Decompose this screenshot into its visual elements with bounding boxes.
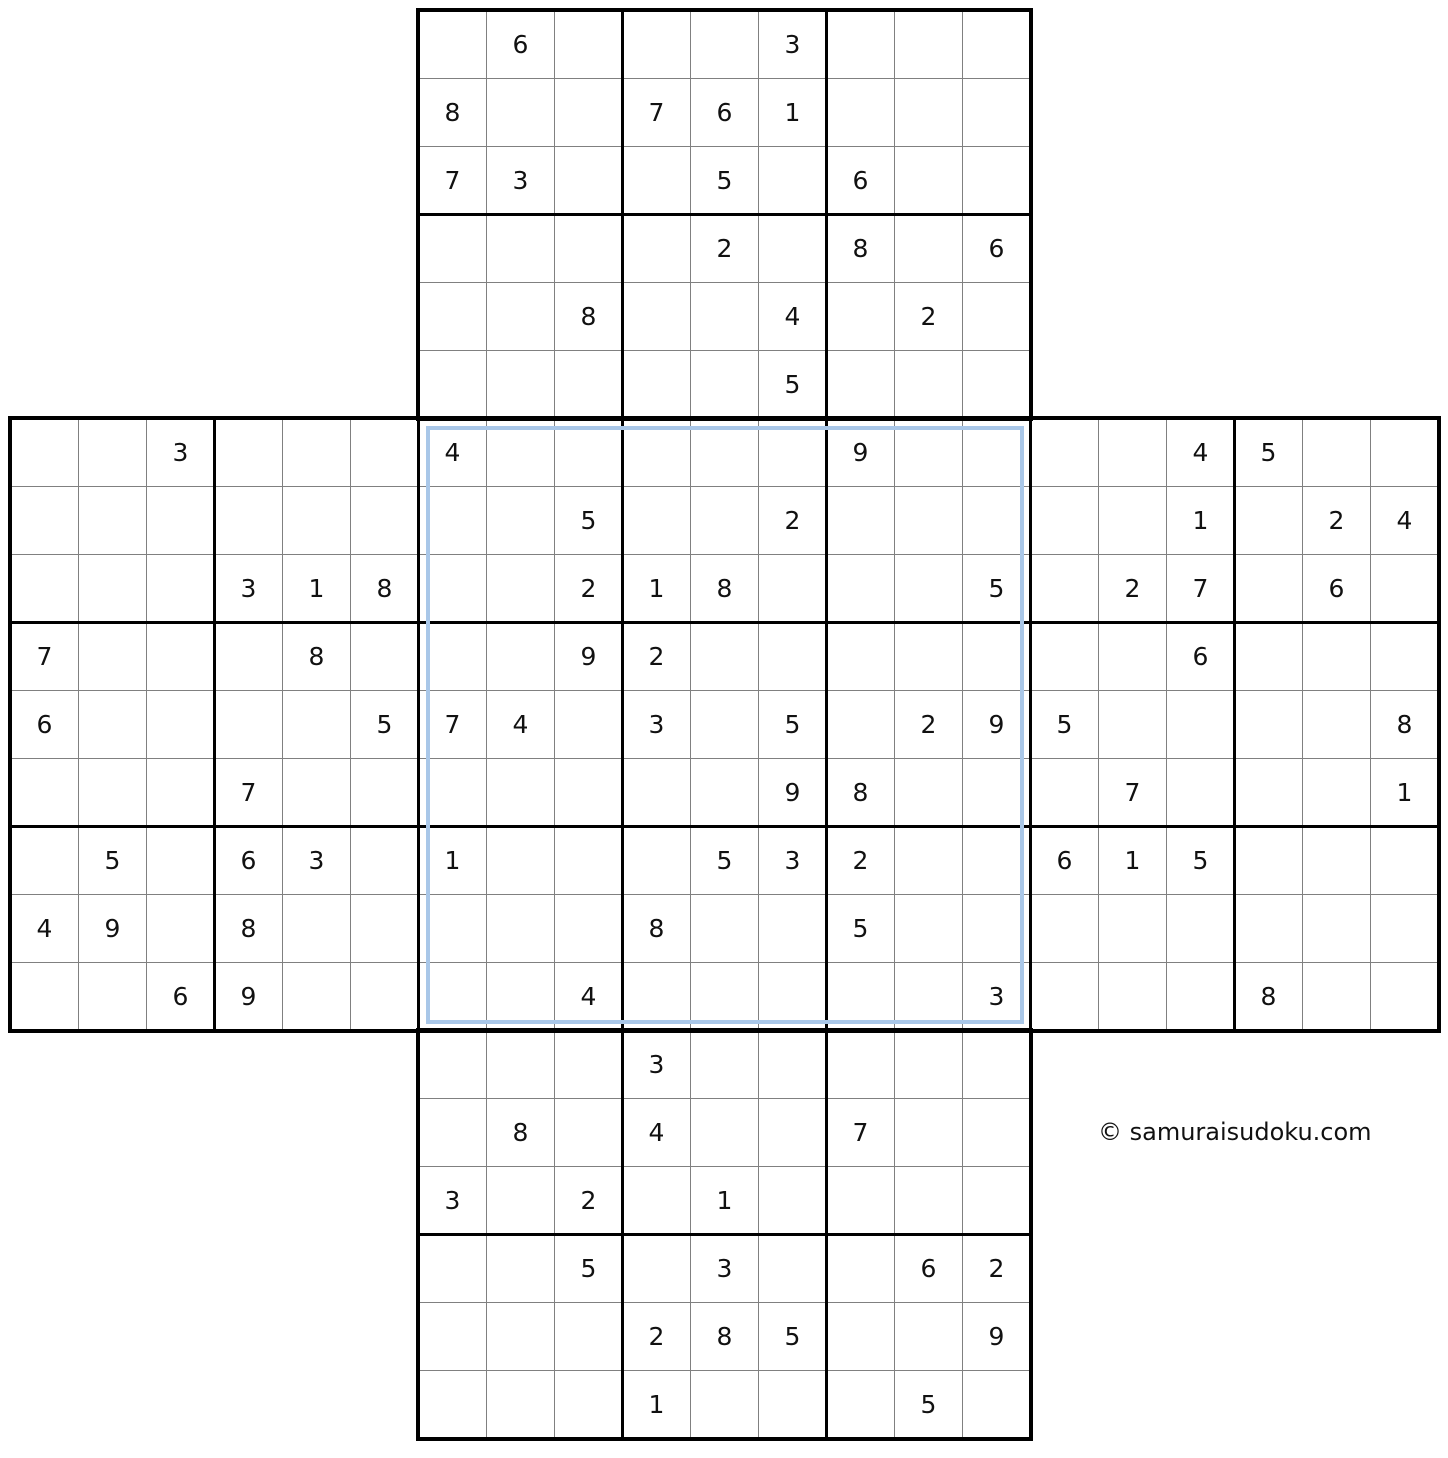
given-cell: 9: [826, 418, 895, 487]
given-cell: 1: [622, 1370, 691, 1439]
empty-cell[interactable]: [1030, 894, 1099, 963]
given-cell: 3: [690, 1234, 759, 1303]
empty-cell[interactable]: [690, 622, 759, 691]
empty-cell[interactable]: [350, 826, 419, 895]
given-cell: 8: [214, 894, 283, 963]
given-cell: 1: [690, 1166, 759, 1235]
empty-cell[interactable]: [622, 214, 691, 283]
empty-cell[interactable]: [758, 894, 827, 963]
empty-cell[interactable]: [622, 350, 691, 419]
empty-cell[interactable]: [826, 1234, 895, 1303]
empty-cell[interactable]: [826, 1370, 895, 1439]
empty-cell[interactable]: [418, 758, 487, 827]
empty-cell[interactable]: [146, 894, 215, 963]
empty-cell[interactable]: [1234, 486, 1303, 555]
empty-cell[interactable]: [418, 622, 487, 691]
empty-cell[interactable]: [554, 214, 623, 283]
empty-cell[interactable]: [78, 758, 147, 827]
empty-cell[interactable]: [962, 894, 1031, 963]
empty-cell[interactable]: [418, 554, 487, 623]
empty-cell[interactable]: [962, 78, 1031, 147]
empty-cell[interactable]: [554, 894, 623, 963]
empty-cell[interactable]: [146, 690, 215, 759]
empty-cell[interactable]: [962, 486, 1031, 555]
empty-cell[interactable]: [826, 1030, 895, 1099]
empty-cell[interactable]: [282, 962, 351, 1031]
empty-cell[interactable]: [10, 418, 79, 487]
given-cell: 9: [962, 1302, 1031, 1371]
given-cell: 3: [418, 1166, 487, 1235]
empty-cell[interactable]: [962, 418, 1031, 487]
empty-cell[interactable]: [1098, 962, 1167, 1031]
empty-cell[interactable]: [758, 1030, 827, 1099]
empty-cell[interactable]: [1030, 554, 1099, 623]
empty-cell[interactable]: [1234, 894, 1303, 963]
empty-cell[interactable]: [486, 962, 555, 1031]
given-cell: 7: [10, 622, 79, 691]
empty-cell[interactable]: [486, 1370, 555, 1439]
empty-cell[interactable]: [78, 690, 147, 759]
given-cell: 5: [758, 1302, 827, 1371]
empty-cell[interactable]: [418, 282, 487, 351]
empty-cell[interactable]: [826, 282, 895, 351]
empty-cell[interactable]: [486, 486, 555, 555]
given-cell: 8: [826, 214, 895, 283]
empty-cell[interactable]: [894, 1166, 963, 1235]
empty-cell[interactable]: [826, 1166, 895, 1235]
given-cell: 3: [622, 690, 691, 759]
given-cell: 5: [826, 894, 895, 963]
empty-cell[interactable]: [1098, 690, 1167, 759]
empty-cell[interactable]: [894, 758, 963, 827]
given-cell: 6: [962, 214, 1031, 283]
given-cell: 6: [690, 78, 759, 147]
empty-cell[interactable]: [1098, 894, 1167, 963]
empty-cell[interactable]: [962, 1030, 1031, 1099]
empty-cell[interactable]: [350, 622, 419, 691]
empty-cell[interactable]: [1234, 690, 1303, 759]
copyright-credit: © samuraisudoku.com: [1098, 1118, 1372, 1146]
empty-cell[interactable]: [894, 78, 963, 147]
empty-cell[interactable]: [622, 486, 691, 555]
given-cell: 8: [554, 282, 623, 351]
empty-cell[interactable]: [894, 350, 963, 419]
empty-cell[interactable]: [1370, 826, 1439, 895]
given-cell: 6: [214, 826, 283, 895]
empty-cell[interactable]: [554, 1030, 623, 1099]
empty-cell[interactable]: [1234, 622, 1303, 691]
given-cell: 5: [894, 1370, 963, 1439]
empty-cell[interactable]: [214, 486, 283, 555]
empty-cell[interactable]: [418, 894, 487, 963]
given-cell: 2: [962, 1234, 1031, 1303]
empty-cell[interactable]: [690, 10, 759, 79]
given-cell: 5: [758, 350, 827, 419]
empty-cell[interactable]: [758, 418, 827, 487]
empty-cell[interactable]: [418, 1234, 487, 1303]
given-cell: 7: [418, 690, 487, 759]
empty-cell[interactable]: [486, 1234, 555, 1303]
given-cell: 3: [486, 146, 555, 215]
empty-cell[interactable]: [418, 486, 487, 555]
empty-cell[interactable]: [622, 418, 691, 487]
empty-cell[interactable]: [690, 486, 759, 555]
empty-cell[interactable]: [554, 418, 623, 487]
given-cell: 1: [758, 78, 827, 147]
given-cell: 4: [1166, 418, 1235, 487]
empty-cell[interactable]: [1302, 894, 1371, 963]
empty-cell[interactable]: [1166, 758, 1235, 827]
given-cell: 4: [758, 282, 827, 351]
given-cell: 5: [1030, 690, 1099, 759]
empty-cell[interactable]: [418, 1098, 487, 1167]
given-cell: 8: [1234, 962, 1303, 1031]
given-cell: 3: [282, 826, 351, 895]
empty-cell[interactable]: [554, 1302, 623, 1371]
empty-cell[interactable]: [622, 10, 691, 79]
given-cell: 1: [1166, 486, 1235, 555]
empty-cell[interactable]: [1302, 826, 1371, 895]
empty-cell[interactable]: [826, 554, 895, 623]
empty-cell[interactable]: [622, 282, 691, 351]
empty-cell[interactable]: [486, 1166, 555, 1235]
empty-cell[interactable]: [962, 758, 1031, 827]
empty-cell[interactable]: [758, 1370, 827, 1439]
empty-cell[interactable]: [690, 1098, 759, 1167]
empty-cell[interactable]: [962, 350, 1031, 419]
empty-cell[interactable]: [690, 1370, 759, 1439]
given-cell: 7: [418, 146, 487, 215]
given-cell: 4: [1370, 486, 1439, 555]
given-cell: 9: [78, 894, 147, 963]
empty-cell[interactable]: [486, 894, 555, 963]
given-cell: 7: [214, 758, 283, 827]
empty-cell[interactable]: [894, 826, 963, 895]
empty-cell[interactable]: [758, 962, 827, 1031]
empty-cell[interactable]: [1166, 894, 1235, 963]
given-cell: 2: [690, 214, 759, 283]
empty-cell[interactable]: [78, 418, 147, 487]
empty-cell[interactable]: [418, 10, 487, 79]
empty-cell[interactable]: [962, 146, 1031, 215]
empty-cell[interactable]: [1030, 418, 1099, 487]
empty-cell[interactable]: [554, 826, 623, 895]
empty-cell[interactable]: [758, 146, 827, 215]
given-cell: 1: [622, 554, 691, 623]
empty-cell[interactable]: [894, 1030, 963, 1099]
empty-cell[interactable]: [282, 486, 351, 555]
given-cell: 9: [214, 962, 283, 1031]
empty-cell[interactable]: [10, 962, 79, 1031]
empty-cell[interactable]: [554, 690, 623, 759]
given-cell: 7: [622, 78, 691, 147]
empty-cell[interactable]: [554, 10, 623, 79]
given-cell: 5: [690, 826, 759, 895]
empty-cell[interactable]: [622, 146, 691, 215]
empty-cell[interactable]: [350, 758, 419, 827]
empty-cell[interactable]: [554, 146, 623, 215]
empty-cell[interactable]: [1098, 418, 1167, 487]
empty-cell[interactable]: [1030, 758, 1099, 827]
empty-cell[interactable]: [1030, 486, 1099, 555]
empty-cell[interactable]: [10, 554, 79, 623]
empty-cell[interactable]: [554, 1370, 623, 1439]
empty-cell[interactable]: [78, 554, 147, 623]
empty-cell[interactable]: [146, 758, 215, 827]
empty-cell[interactable]: [418, 1302, 487, 1371]
empty-cell[interactable]: [418, 214, 487, 283]
given-cell: 5: [690, 146, 759, 215]
empty-cell[interactable]: [690, 350, 759, 419]
empty-cell[interactable]: [78, 486, 147, 555]
empty-cell[interactable]: [894, 146, 963, 215]
empty-cell[interactable]: [350, 894, 419, 963]
empty-cell[interactable]: [1302, 690, 1371, 759]
given-cell: 4: [418, 418, 487, 487]
empty-cell[interactable]: [10, 486, 79, 555]
given-cell: 5: [1166, 826, 1235, 895]
empty-cell[interactable]: [1234, 758, 1303, 827]
given-cell: 8: [282, 622, 351, 691]
empty-cell[interactable]: [622, 1234, 691, 1303]
given-cell: 1: [1370, 758, 1439, 827]
empty-cell[interactable]: [214, 418, 283, 487]
empty-cell[interactable]: [962, 1370, 1031, 1439]
given-cell: 4: [622, 1098, 691, 1167]
empty-cell[interactable]: [826, 622, 895, 691]
empty-cell[interactable]: [894, 962, 963, 1031]
empty-cell[interactable]: [146, 554, 215, 623]
given-cell: 3: [622, 1030, 691, 1099]
given-cell: 5: [350, 690, 419, 759]
empty-cell[interactable]: [1098, 486, 1167, 555]
empty-cell[interactable]: [962, 1098, 1031, 1167]
empty-cell[interactable]: [826, 486, 895, 555]
empty-cell[interactable]: [758, 214, 827, 283]
given-cell: 5: [758, 690, 827, 759]
given-cell: 7: [1166, 554, 1235, 623]
given-cell: 7: [826, 1098, 895, 1167]
empty-cell[interactable]: [690, 758, 759, 827]
given-cell: 8: [690, 1302, 759, 1371]
given-cell: 6: [10, 690, 79, 759]
empty-cell[interactable]: [690, 962, 759, 1031]
empty-cell[interactable]: [486, 418, 555, 487]
empty-cell[interactable]: [350, 418, 419, 487]
given-cell: 3: [758, 826, 827, 895]
empty-cell[interactable]: [962, 282, 1031, 351]
empty-cell[interactable]: [418, 1370, 487, 1439]
empty-cell[interactable]: [758, 1234, 827, 1303]
given-cell: 3: [962, 962, 1031, 1031]
given-cell: 5: [78, 826, 147, 895]
empty-cell[interactable]: [690, 418, 759, 487]
empty-cell[interactable]: [486, 622, 555, 691]
empty-cell[interactable]: [826, 1302, 895, 1371]
given-cell: 6: [1030, 826, 1099, 895]
empty-cell[interactable]: [282, 894, 351, 963]
empty-cell[interactable]: [282, 418, 351, 487]
empty-cell[interactable]: [282, 758, 351, 827]
empty-cell[interactable]: [962, 622, 1031, 691]
given-cell: 8: [486, 1098, 555, 1167]
given-cell: 6: [146, 962, 215, 1031]
given-cell: 2: [1098, 554, 1167, 623]
empty-cell[interactable]: [962, 826, 1031, 895]
empty-cell[interactable]: [554, 758, 623, 827]
empty-cell[interactable]: [690, 690, 759, 759]
given-cell: 1: [1098, 826, 1167, 895]
empty-cell[interactable]: [486, 282, 555, 351]
given-cell: 6: [1302, 554, 1371, 623]
empty-cell[interactable]: [622, 826, 691, 895]
given-cell: 2: [622, 622, 691, 691]
empty-cell[interactable]: [1370, 554, 1439, 623]
empty-cell[interactable]: [758, 554, 827, 623]
empty-cell[interactable]: [214, 622, 283, 691]
empty-cell[interactable]: [758, 1098, 827, 1167]
empty-cell[interactable]: [1098, 622, 1167, 691]
given-cell: 4: [10, 894, 79, 963]
given-cell: 6: [1166, 622, 1235, 691]
empty-cell[interactable]: [78, 622, 147, 691]
given-cell: 1: [282, 554, 351, 623]
empty-cell[interactable]: [1166, 962, 1235, 1031]
empty-cell[interactable]: [894, 554, 963, 623]
empty-cell[interactable]: [78, 962, 147, 1031]
empty-cell[interactable]: [146, 486, 215, 555]
empty-cell[interactable]: [418, 962, 487, 1031]
given-cell: 8: [622, 894, 691, 963]
empty-cell[interactable]: [1234, 554, 1303, 623]
empty-cell[interactable]: [486, 1302, 555, 1371]
empty-cell[interactable]: [690, 1030, 759, 1099]
given-cell: 2: [826, 826, 895, 895]
empty-cell[interactable]: [486, 78, 555, 147]
given-cell: 2: [554, 1166, 623, 1235]
given-cell: 2: [622, 1302, 691, 1371]
empty-cell[interactable]: [894, 486, 963, 555]
empty-cell[interactable]: [1370, 962, 1439, 1031]
empty-cell[interactable]: [10, 758, 79, 827]
given-cell: 3: [758, 10, 827, 79]
empty-cell[interactable]: [1370, 622, 1439, 691]
empty-cell[interactable]: [146, 826, 215, 895]
empty-cell[interactable]: [690, 282, 759, 351]
empty-cell[interactable]: [758, 622, 827, 691]
given-cell: 6: [826, 146, 895, 215]
empty-cell[interactable]: [894, 214, 963, 283]
given-cell: 2: [1302, 486, 1371, 555]
given-cell: 6: [894, 1234, 963, 1303]
empty-cell[interactable]: [826, 78, 895, 147]
empty-cell[interactable]: [1370, 418, 1439, 487]
empty-cell[interactable]: [894, 894, 963, 963]
empty-cell[interactable]: [282, 690, 351, 759]
empty-cell[interactable]: [894, 418, 963, 487]
empty-cell[interactable]: [486, 350, 555, 419]
empty-cell[interactable]: [826, 350, 895, 419]
empty-cell[interactable]: [1234, 826, 1303, 895]
empty-cell[interactable]: [894, 622, 963, 691]
empty-cell[interactable]: [1030, 962, 1099, 1031]
empty-cell[interactable]: [10, 826, 79, 895]
empty-cell[interactable]: [418, 350, 487, 419]
empty-cell[interactable]: [622, 962, 691, 1031]
empty-cell[interactable]: [622, 1166, 691, 1235]
empty-cell[interactable]: [554, 350, 623, 419]
empty-cell[interactable]: [894, 10, 963, 79]
empty-cell[interactable]: [418, 1030, 487, 1099]
empty-cell[interactable]: [554, 1098, 623, 1167]
empty-cell[interactable]: [622, 758, 691, 827]
given-cell: 1: [418, 826, 487, 895]
empty-cell[interactable]: [486, 214, 555, 283]
empty-cell[interactable]: [486, 554, 555, 623]
given-cell: 3: [214, 554, 283, 623]
empty-cell[interactable]: [486, 1030, 555, 1099]
given-cell: 5: [554, 1234, 623, 1303]
given-cell: 2: [894, 282, 963, 351]
given-cell: 6: [486, 10, 555, 79]
given-cell: 5: [554, 486, 623, 555]
given-cell: 8: [418, 78, 487, 147]
empty-cell[interactable]: [690, 894, 759, 963]
given-cell: 2: [554, 554, 623, 623]
empty-cell[interactable]: [1302, 758, 1371, 827]
empty-cell[interactable]: [1302, 622, 1371, 691]
empty-cell[interactable]: [894, 1098, 963, 1167]
given-cell: 9: [758, 758, 827, 827]
given-cell: 8: [1370, 690, 1439, 759]
empty-cell[interactable]: [486, 826, 555, 895]
given-cell: 9: [962, 690, 1031, 759]
empty-cell[interactable]: [554, 78, 623, 147]
empty-cell[interactable]: [1166, 690, 1235, 759]
empty-cell[interactable]: [350, 486, 419, 555]
given-cell: 2: [758, 486, 827, 555]
empty-cell[interactable]: [350, 962, 419, 1031]
empty-cell[interactable]: [214, 690, 283, 759]
empty-cell[interactable]: [758, 1166, 827, 1235]
given-cell: 5: [962, 554, 1031, 623]
given-cell: 8: [350, 554, 419, 623]
empty-cell[interactable]: [826, 962, 895, 1031]
given-cell: 8: [690, 554, 759, 623]
empty-cell[interactable]: [826, 690, 895, 759]
empty-cell[interactable]: [894, 1302, 963, 1371]
given-cell: 4: [554, 962, 623, 1031]
given-cell: 2: [894, 690, 963, 759]
empty-cell[interactable]: [1302, 962, 1371, 1031]
given-cell: 9: [554, 622, 623, 691]
empty-cell[interactable]: [1370, 894, 1439, 963]
empty-cell[interactable]: [486, 758, 555, 827]
given-cell: 4: [486, 690, 555, 759]
given-cell: 7: [1098, 758, 1167, 827]
empty-cell[interactable]: [962, 10, 1031, 79]
given-cell: 3: [146, 418, 215, 487]
empty-cell[interactable]: [826, 10, 895, 79]
given-cell: 8: [826, 758, 895, 827]
empty-cell[interactable]: [962, 1166, 1031, 1235]
empty-cell[interactable]: [146, 622, 215, 691]
given-cell: 5: [1234, 418, 1303, 487]
empty-cell[interactable]: [1030, 622, 1099, 691]
empty-cell[interactable]: [1302, 418, 1371, 487]
